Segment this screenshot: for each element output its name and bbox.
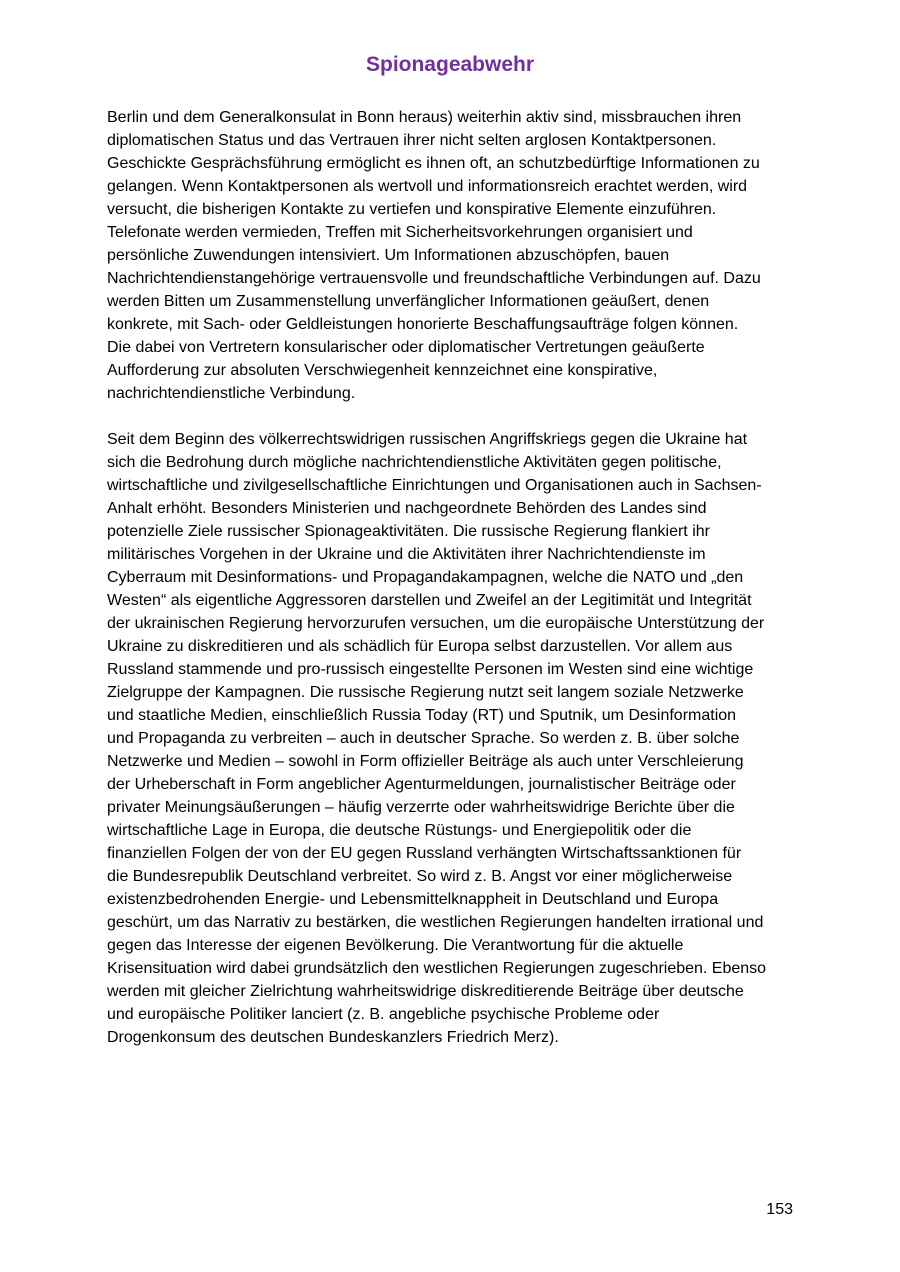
text-line: Die dabei von Vertretern konsularischer oder diplomatischer Vertretungen geäußerte [107, 339, 705, 356]
text-line: Geschickte Gesprächsführung ermöglicht es ihnen oft, an schutzbedürftige Informationen zu [107, 155, 760, 172]
text-line: privater Meinungsäußerungen – häufig verzerrte oder wahrheitswidrige Berichte über die [107, 799, 735, 816]
text-line: sich die Bedrohung durch mögliche nachrichtendienstliche Aktivitäten gegen politische, [107, 454, 722, 471]
text-line: der Urheberschaft in Form angeblicher Agenturmeldungen, journalistischer Beiträge oder [107, 776, 736, 793]
text-line: potenzielle Ziele russischer Spionageaktivitäten. Die russische Regierung flankiert ihr [107, 523, 710, 540]
text-line: Krisensituation wird dabei grundsätzlich den westlichen Regierungen zugeschrieben. Ebenso [107, 960, 767, 977]
text-line: gelangen. Wenn Kontaktpersonen als wertvoll und informationsreich erachtet werden, wird [107, 178, 748, 195]
text-line: Berlin und dem Generalkonsulat in Bonn heraus) weiterhin aktiv sind, missbrauchen ihren [107, 109, 742, 126]
page-title: Spionageabwehr [365, 53, 535, 76]
text-line: nachrichtendienstliche Verbindung. [107, 385, 356, 402]
text-line: Anhalt erhöht. Besonders Ministerien und nachgeordnete Behörden des Landes sind [107, 500, 707, 517]
text-line: werden mit gleicher Zielrichtung wahrheitswidrige diskreditierende Beiträge über deutsche [107, 983, 744, 1000]
page-number: 153 [766, 1201, 793, 1218]
text-line: und staatliche Medien, einschließlich Russia Today (RT) und Sputnik, um Desinformation [107, 707, 737, 724]
paragraph [107, 106, 807, 405]
text-line: Drogenkonsum des deutschen Bundeskanzlers Friedrich Merz). [107, 1029, 559, 1046]
text-line: Cyberraum mit Desinformations- und Propagandakampagnen, welche die NATO und „den [107, 569, 744, 586]
text-line: Ukraine zu diskreditieren und als schädlich für Europa selbst darzustellen. Vor allem aus [107, 638, 733, 655]
text-line: und Propaganda zu verbreiten – auch in deutscher Sprache. So werden z. B. über solche [107, 730, 740, 747]
text-line: geschürt, um das Narrativ zu bestärken, die westlichen Regierungen handelten irrational und [107, 914, 764, 931]
text-line: versucht, die bisherigen Kontakte zu vertiefen und konspirative Elemente einzuführen. [107, 201, 717, 218]
text-line: finanziellen Folgen der von der EU gegen Russland verhängten Wirtschaftssanktionen für [107, 845, 742, 862]
body-text [107, 106, 807, 1072]
text-line: Zielgruppe der Kampagnen. Die russische Regierung nutzt seit langem soziale Netzwerke [107, 684, 744, 701]
text-line: Netzwerke und Medien – sowohl in Form offizieller Beiträge als auch unter Verschleierung [107, 753, 744, 770]
text-line: existenzbedrohenden Energie- und Lebensmittelknappheit in Deutschland und Europa [107, 891, 719, 908]
text-line: Westen“ als eigentliche Aggressoren darstellen und Zweifel an der Legitimität und Integrität [107, 592, 752, 609]
text-line: diplomatischen Status und das Vertrauen ihrer nicht selten arglosen Kontaktpersonen. [107, 132, 717, 149]
text-line: gegen das Interesse der eigenen Bevölkerung. Die Verantwortung für die aktuelle [107, 937, 684, 954]
text-line: Russland stammende und pro-russisch eingestellte Personen im Westen sind eine wichtige [107, 661, 754, 678]
text-line: konkrete, mit Sach- oder Geldleistungen honorierte Beschaffungsaufträge folgen können. [107, 316, 739, 333]
text-line: die Bundesrepublik Deutschland verbreitet. So wird z. B. Angst vor einer möglicherweise [107, 868, 733, 885]
text-line: Telefonate werden vermieden, Treffen mit Sicherheitsvorkehrungen organisiert und [107, 224, 693, 241]
text-line: persönliche Zuwendungen intensiviert. Um Informationen abzuschöpfen, bauen [107, 247, 670, 264]
text-line: werden Bitten um Zusammenstellung unverfänglicher Informationen geäußert, denen [107, 293, 710, 310]
text-line: und europäische Politiker lanciert (z. B. angebliche psychische Probleme oder [107, 1006, 660, 1023]
text-line: der ukrainischen Regierung hervorzurufen versuchen, um die europäische Unterstützung der [107, 615, 765, 632]
paragraph [107, 428, 807, 1049]
text-line: wirtschaftliche und zivilgesellschaftliche Einrichtungen und Organisationen auch in Sachsen- [107, 477, 762, 494]
text-line: militärisches Vorgehen in der Ukraine und die Aktivitäten ihrer Nachrichtendienste im [107, 546, 706, 563]
text-line: Seit dem Beginn des völkerrechtswidrigen russischen Angriffskriegs gegen die Ukraine hat [107, 431, 748, 448]
text-line: wirtschaftliche Lage in Europa, die deutsche Rüstungs- und Energiepolitik oder die [107, 822, 692, 839]
text-line: Aufforderung zur absoluten Verschwiegenheit kennzeichnet eine konspirative, [107, 362, 658, 379]
text-line: Nachrichtendienstangehörige vertrauensvolle und freundschaftliche Verbindungen auf. Dazu [107, 270, 761, 287]
